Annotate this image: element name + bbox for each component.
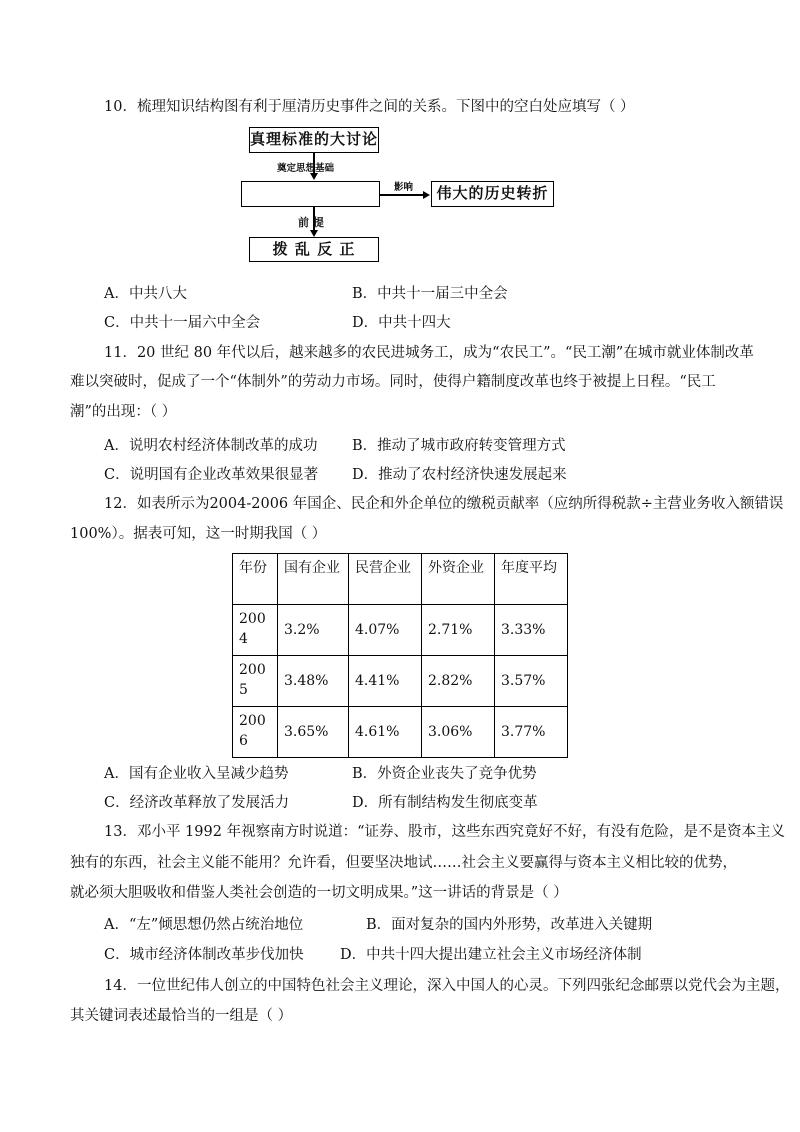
table-cell: 3.48%: [278, 656, 349, 707]
diagram-arrowhead-premise: [310, 230, 318, 237]
q12-line-2: 100%）。据表可知，这一时期我国（ ）: [70, 526, 327, 542]
diagram-top-box: 真理标准的大讨论: [249, 127, 379, 153]
table-header-cell: 年份: [233, 554, 278, 605]
q13-line-2: 独有的东西，社会主义能不能用？允许看，但要坚决地试……社会主义要赢得与资本主义相比较的优势，: [70, 855, 737, 871]
diagram-bottom-box: 拨 乱 反 正: [249, 237, 379, 262]
q11-line-3: 潮”的出现：（ ）: [70, 404, 177, 420]
q10-option-b[interactable]: B．中共十一届三中全会: [352, 286, 508, 302]
table-cell: 3.06%: [422, 707, 495, 758]
q14-line-1: 14．一位世纪伟人创立的中国特色社会主义理论，深入中国人的心灵。下列四张纪念邮票以党代会为主题，: [104, 978, 790, 994]
diagram-label-foundation: 奠定思想基础: [277, 163, 335, 174]
q11-option-b[interactable]: B．推动了城市政府转变管理方式: [352, 438, 566, 454]
table-cell-year: 2006: [233, 707, 278, 758]
table-row: [233, 656, 568, 707]
tax-rate-table: [232, 553, 568, 758]
q13-option-a[interactable]: A．“左”倾思想仍然占统治地位: [104, 917, 304, 933]
diagram-arrow-influence: [380, 194, 424, 196]
table-header-row: [233, 554, 568, 605]
q13-option-c[interactable]: C．城市经济体制改革步伐加快: [104, 947, 304, 963]
table-cell: 3.2%: [278, 605, 349, 656]
table-cell: 4.61%: [349, 707, 422, 758]
table-cell: 4.41%: [349, 656, 422, 707]
q13-line-3: 就必须大胆吸收和借鉴人类社会创造的一切文明成果。”这一讲话的背景是（ ）: [70, 885, 568, 901]
q11-line-1: 11．20 世纪 80 年代以后，越来越多的农民进城务工，成为“农民工”。“民工潮”在城市就业体制改革: [104, 345, 754, 361]
q11-option-a[interactable]: A．说明农村经济体制改革的成功: [104, 438, 318, 454]
diagram-label-influence: 影响: [394, 182, 414, 193]
q13-option-b[interactable]: B．面对复杂的国内外形势，改革进入关键期: [366, 917, 653, 933]
table-cell-year: 2004: [233, 605, 278, 656]
table-cell: 3.65%: [278, 707, 349, 758]
table-cell-year: 2005: [233, 656, 278, 707]
q11-option-d[interactable]: D．推动了农村经济快速发展起来: [352, 467, 567, 483]
table-header-cell: 年度平均: [495, 554, 568, 605]
table-header-cell: 民营企业: [349, 554, 422, 605]
table-cell: 3.33%: [495, 605, 568, 656]
q12-line-1: 12．如表所示为2004-2006 年国企、民企和外企单位的缴税贡献率（应纳所得税款÷主营业务收入额错误: [104, 496, 784, 512]
q11-line-2: 难以突破时，促成了一个“体制外”的劳动力市场。同时，使得户籍制度改革也终于被提上日程。“民工: [70, 374, 716, 390]
q10-stem: 10．梳理知识结构图有利于厘清历史事件之间的关系。下图中的空白处应填写（ ）: [104, 99, 635, 115]
table-cell: 4.07%: [349, 605, 422, 656]
diagram-blank-box: [241, 181, 380, 207]
q10-option-a[interactable]: A．中共八大: [104, 286, 187, 302]
table-header-cell: 国有企业: [278, 554, 349, 605]
q14-line-2: 其关键词表述最恰当的一组是（ ）: [70, 1008, 293, 1024]
table-cell: 2.82%: [422, 656, 495, 707]
q11-option-c[interactable]: C．说明国有企业改革效果很显著: [104, 467, 319, 483]
q13-line-1: 13．邓小平 1992 年视察南方时说道：“证券、股市，这些东西究竟好不好，有没有危险，是不是资本主义: [104, 824, 785, 840]
table-header-cell: 外资企业: [422, 554, 495, 605]
table-row: [233, 605, 568, 656]
table-cell: 3.77%: [495, 707, 568, 758]
q12-option-d[interactable]: D．所有制结构发生彻底变革: [352, 795, 538, 811]
table-cell: 2.71%: [422, 605, 495, 656]
diagram-arrowhead-influence: [423, 191, 430, 199]
q10-option-c[interactable]: C．中共十一届六中全会: [104, 315, 261, 331]
q12-option-a[interactable]: A．国有企业收入呈减少趋势: [104, 766, 289, 782]
diagram-arrowhead-foundation: [310, 173, 318, 180]
q12-option-c[interactable]: C．经济改革释放了发展活力: [104, 795, 290, 811]
table-cell: 3.57%: [495, 656, 568, 707]
q12-option-b[interactable]: B．外资企业丧失了竞争优势: [352, 766, 537, 782]
diagram-right-box: 伟大的历史转折: [431, 181, 554, 207]
table-row: [233, 707, 568, 758]
q10-option-d[interactable]: D．中共十四大: [352, 315, 451, 331]
diagram-label-premise: 前 提: [298, 216, 324, 229]
q13-option-d[interactable]: D．中共十四大提出建立社会主义市场经济体制: [340, 947, 642, 963]
